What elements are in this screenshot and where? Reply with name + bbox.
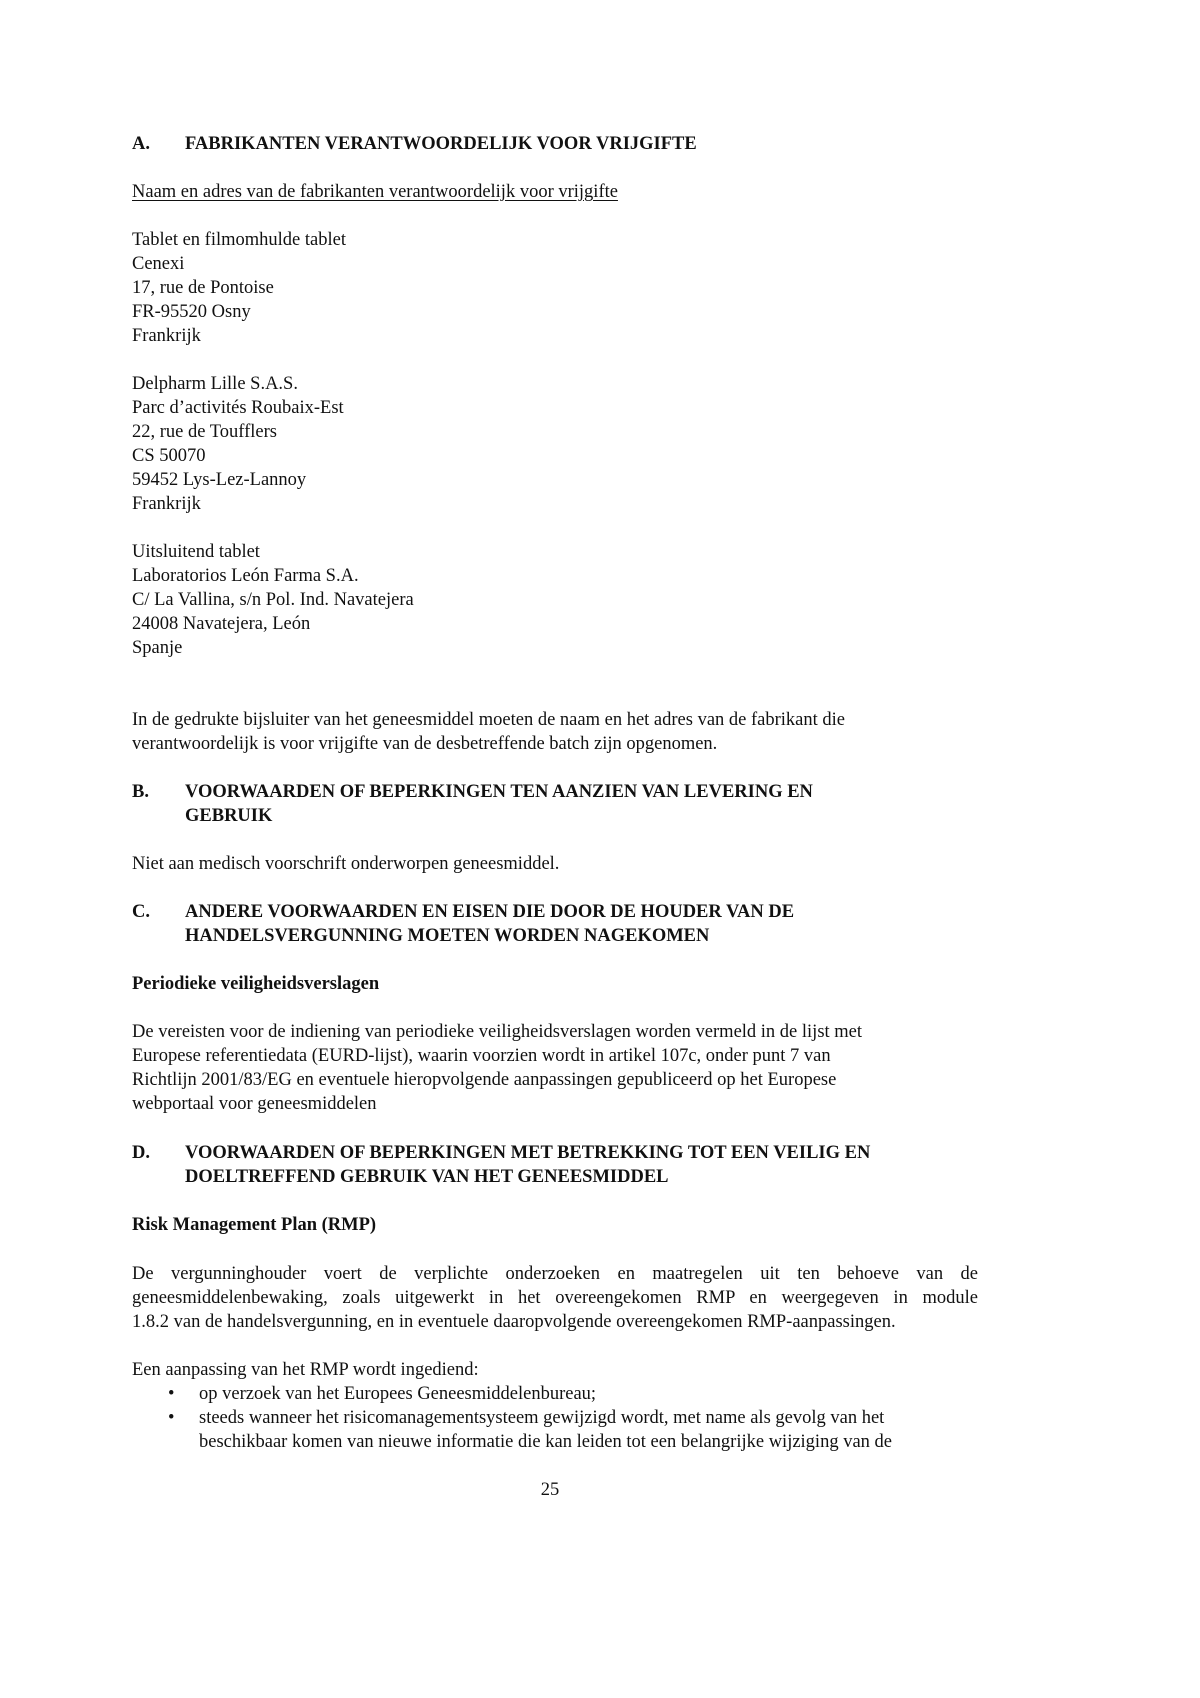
section-a-title: FABRIKANTEN VERANTWOORDELIJK VOOR VRIJGIFTE	[185, 134, 697, 154]
section-d-title-line: VOORWAARDEN OF BEPERKINGEN MET BETREKKING TOT EEN VEILIG EN	[185, 1143, 871, 1163]
address-line: FR-95520 Osny	[132, 302, 251, 322]
bullet-icon: •	[168, 1408, 175, 1428]
list-item	[132, 1382, 978, 1406]
address-line: Delpharm Lille S.A.S.	[132, 374, 298, 394]
paragraph-line: webportaal voor geneesmiddelen	[132, 1094, 377, 1114]
address-line: Parc d’activités Roubaix-Est	[132, 398, 344, 418]
address-line: 17, rue de Pontoise	[132, 278, 274, 298]
section-c-title-line: ANDERE VOORWAARDEN EN EISEN DIE DOOR DE HOUDER VAN DE	[185, 902, 795, 922]
section-d-title-line: DOELTREFFEND GEBRUIK VAN HET GENEESMIDDEL	[185, 1167, 669, 1187]
address-line: Cenexi	[132, 254, 185, 274]
section-b-title-line: VOORWAARDEN OF BEPERKINGEN TEN AANZIEN VAN LEVERING EN	[185, 782, 813, 802]
paragraph-line: geneesmiddelenbewaking, zoals uitgewerkt in het overeengekomen RMP en weergegeven in module	[132, 1288, 978, 1308]
address-line: C/ La Vallina, s/n Pol. Ind. Navatejera	[132, 590, 414, 610]
address-line: Uitsluitend tablet	[132, 542, 260, 562]
address-line: 24008 Navatejera, León	[132, 614, 311, 634]
section-b-body: Niet aan medisch voorschrift onderworpen geneesmiddel.	[132, 854, 560, 874]
section-c-letter: C.	[132, 902, 150, 922]
page-number: 25	[540, 1480, 560, 1500]
list-item	[132, 1406, 978, 1454]
list-item-line: beschikbaar komen van nieuwe informatie die kan leiden tot een belangrijke wijziging van de	[199, 1432, 892, 1452]
section-c-body	[132, 1020, 862, 1116]
address-line: Spanje	[132, 638, 183, 658]
address-line: Tablet en filmomhulde tablet	[132, 230, 346, 250]
section-c-subheading: Periodieke veiligheidsverslagen	[132, 974, 380, 994]
section-b-title	[185, 780, 813, 828]
address-line: Frankrijk	[132, 326, 201, 346]
manufacturer-cenexi	[132, 228, 346, 348]
section-d-heading	[132, 1141, 978, 1189]
paragraph-line: De vergunninghouder voert de verplichte onderzoeken en maatregelen uit ten behoeve van de	[132, 1264, 978, 1284]
section-b-letter: B.	[132, 782, 149, 802]
list-item-text: op verzoek van het Europees Geneesmiddelenbureau;	[199, 1384, 597, 1404]
section-a-subheading: Naam en adres van de fabrikanten verantwoordelijk voor vrijgifte	[132, 182, 618, 202]
list-item-text	[199, 1406, 892, 1454]
section-d-title	[185, 1141, 870, 1189]
rmp-intro: Een aanpassing van het RMP wordt ingediend:	[132, 1360, 479, 1380]
paragraph-line: 1.8.2 van de handelsvergunning, en in eventuele daaropvolgende overeengekomen RMP-aanpassingen.	[132, 1312, 896, 1332]
address-line: Frankrijk	[132, 494, 201, 514]
bullet-icon: •	[168, 1384, 175, 1404]
section-b-heading	[132, 780, 978, 828]
address-line: CS 50070	[132, 446, 206, 466]
section-c-heading	[132, 900, 978, 948]
section-c-title-line: HANDELSVERGUNNING MOETEN WORDEN NAGEKOMEN	[185, 926, 710, 946]
paragraph-line: De vereisten voor de indiening van periodieke veiligheidsverslagen worden vermeld in de lijst met	[132, 1022, 863, 1042]
manufacturer-leon-farma	[132, 540, 414, 660]
section-c-title	[185, 900, 794, 948]
paragraph-line: verantwoordelijk is voor vrijgifte van de desbetreffende batch zijn opgenomen.	[132, 734, 718, 754]
paragraph-line: In de gedrukte bijsluiter van het geneesmiddel moeten de naam en het adres van de fabrikant die	[132, 710, 846, 730]
paragraph-line: Richtlijn 2001/83/EG en eventuele hieropvolgende aanpassingen gepubliceerd op het Europese	[132, 1070, 837, 1090]
section-d-body	[132, 1262, 978, 1334]
list-item-line: steeds wanneer het risicomanagementsysteem gewijzigd wordt, met name als gevolg van het	[199, 1408, 885, 1428]
section-d-letter: D.	[132, 1143, 150, 1163]
address-line: 59452 Lys-Lez-Lannoy	[132, 470, 307, 490]
address-line: 22, rue de Toufflers	[132, 422, 277, 442]
section-d-subheading: Risk Management Plan (RMP)	[132, 1215, 377, 1235]
section-a-letter: A.	[132, 134, 150, 154]
paragraph-line: Europese referentiedata (EURD-lijst), waarin voorzien wordt in artikel 107c, onder punt 7 van	[132, 1046, 831, 1066]
address-line: Laboratorios León Farma S.A.	[132, 566, 359, 586]
section-a-heading	[132, 132, 978, 156]
section-a-note	[132, 708, 845, 756]
manufacturer-delpharm	[132, 372, 344, 516]
section-b-title-line: GEBRUIK	[185, 806, 273, 826]
